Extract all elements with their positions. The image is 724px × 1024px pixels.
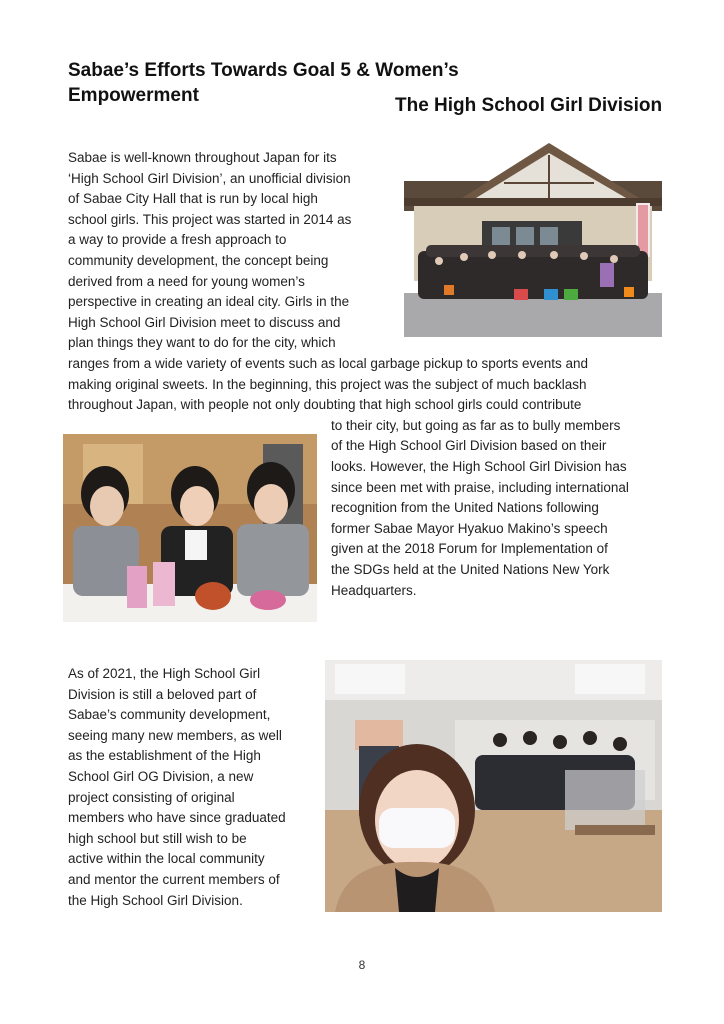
paragraph-line: recognition from the United Nations following — [331, 500, 599, 516]
paragraph-line: derived from a need for young women’s — [68, 273, 305, 289]
paragraph-line: community development, the concept being — [68, 253, 329, 268]
group-photo-building-image — [404, 143, 662, 337]
paragraph-line: a way to provide a fresh approach to — [68, 232, 287, 248]
students-with-sweets-photo — [63, 434, 317, 622]
section-subheading: The High School Girl Division — [395, 95, 663, 116]
paragraph-line: ranges from a wide variety of events such as local garbage pickup to sports events and — [68, 356, 589, 371]
paragraph-line: and mentor the current members of — [68, 872, 280, 887]
paragraph-line: active within the local community — [68, 851, 265, 867]
paragraph-line: High School Girl Division meet to discuss and — [68, 314, 341, 330]
paragraph-line: throughout Japan, with people not only doubting that high school girls could contribute — [68, 397, 582, 413]
paragraph-line: plan things they want to do for the city, which — [68, 335, 336, 351]
paragraph-line: project consisting of original — [68, 789, 235, 805]
paragraph-line: perspective in creating an ideal city. Girls in the — [68, 294, 350, 310]
paragraph-line: to their city, but going as far as to bully members — [331, 417, 621, 433]
paragraph-line: making original sweets. In the beginning, this project was the subject of much backlash — [68, 376, 587, 392]
paragraph-line: Division is still a beloved part of — [68, 686, 257, 702]
page-number: 8 — [358, 958, 366, 972]
group-photo-building — [404, 143, 662, 337]
paragraph-line: members who have since graduated — [68, 810, 286, 826]
paragraph-line: As of 2021, the High School Girl — [68, 666, 261, 681]
paragraph-line: seeing many new members, as well — [68, 727, 282, 743]
paragraph-line: of Sabae City Hall that is run by local high — [68, 191, 318, 207]
paragraph-line: Sabae is well-known throughout Japan for its — [68, 150, 337, 165]
paragraph-line: ‘High School Girl Division’, an unofficial division — [68, 170, 351, 186]
paragraph-line: school girls. This project was started in 2014 as — [68, 211, 352, 227]
paragraph-line: the High School Girl Division. — [68, 892, 243, 908]
paragraph-line: high school but still wish to be — [68, 830, 247, 846]
paragraph-line: School Girl OG Division, a new — [68, 769, 254, 784]
paragraph-line: since been met with praise, including international — [331, 479, 629, 495]
paragraph-line: the SDGs held at the United Nations New York — [331, 562, 610, 577]
classroom-selfie-photo — [325, 660, 662, 912]
paragraph-line: Headquarters. — [331, 582, 417, 598]
paragraph-line: as the establishment of the High — [68, 748, 261, 764]
paragraph-line: looks. However, the High School Girl Division has — [331, 459, 627, 474]
paragraph-line: former Sabae Mayor Hyakuo Makino’s speech — [331, 520, 608, 536]
paragraph-line: of the High School Girl Division based on their — [331, 438, 607, 454]
paragraph-line: given at the 2018 Forum for Implementation of — [331, 541, 608, 557]
paragraph-line: Sabae’s community development, — [68, 707, 271, 723]
page-heading: Sabae’s Efforts Towards Goal 5 & Women’s Empowerment — [68, 60, 459, 106]
classroom-selfie-image — [325, 660, 662, 912]
students-with-sweets-image — [63, 434, 317, 622]
